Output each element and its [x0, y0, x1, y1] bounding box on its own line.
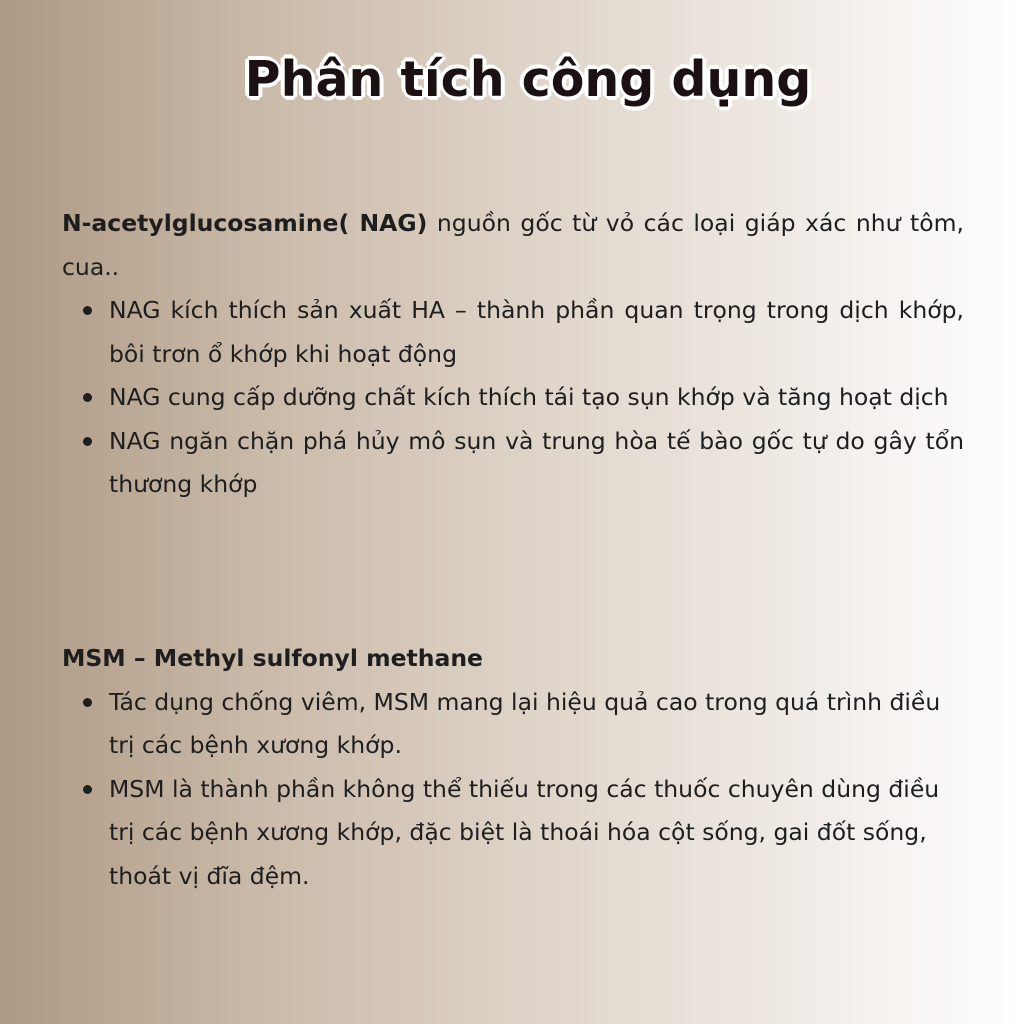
nag-lead-term: N-acetylglucosamine( NAG)	[62, 209, 428, 237]
list-item-text: NAG cung cấp dưỡng chất kích thích tái tạo sụn khớp và tăng hoạt dịch	[109, 383, 949, 411]
bullet-icon	[83, 785, 92, 794]
list-item-text: MSM là thành phần không thể thiếu trong các thuốc chuyên dùng điều trị các bệnh xương khớp, đặc biệt là thoái hóa cột sống, gai đốt sống, thoát vị đĩa đệm.	[109, 774, 940, 890]
list-item	[62, 420, 964, 507]
list-item-text: Tác dụng chống viêm, MSM mang lại hiệu quả cao trong quá trình điều trị các bệnh xương khớp.	[109, 687, 941, 759]
msm-heading: MSM – Methyl sulfonyl methane	[62, 644, 483, 672]
page-title: Phân tích công dụng	[244, 51, 812, 108]
bullet-icon	[83, 698, 92, 707]
nag-section	[62, 202, 964, 507]
bullet-icon	[83, 437, 92, 446]
list-item-text: NAG kích thích sản xuất HA – thành phần quan trọng trong dịch khớp, bôi trơn ổ khớp khi hoạt động	[109, 296, 964, 368]
list-item	[62, 768, 964, 899]
nag-intro-paragraph	[62, 202, 964, 289]
list-item	[62, 289, 964, 376]
list-item-text: NAG ngăn chặn phá hủy mô sụn và trung hòa tế bào gốc tự do gây tổn thương khớp	[109, 426, 964, 498]
list-item	[62, 376, 964, 420]
bullet-icon	[83, 306, 92, 315]
bullet-icon	[83, 393, 92, 402]
list-item	[62, 681, 964, 768]
msm-benefit-list	[62, 681, 964, 899]
nag-intro-text: nguồn gốc từ vỏ các loại giáp xác như tôm, cua..	[62, 209, 964, 281]
msm-section	[62, 637, 964, 898]
nag-benefit-list	[62, 289, 964, 507]
